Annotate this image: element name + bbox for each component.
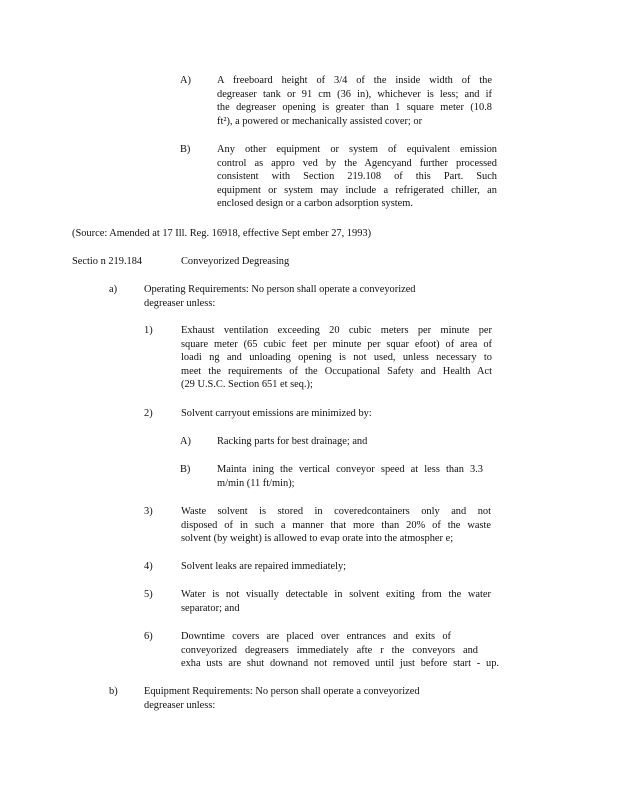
text-line: Exhaust ventilation exceeding 20 cubic meters per minute per — [181, 325, 492, 336]
text-line: Racking parts for best drainage; and — [217, 436, 368, 447]
text-line: A freeboard height of 3/4 of the inside width of the — [217, 75, 492, 86]
text-line: the degreaser opening is greater than 1 square meter (10.8 — [217, 102, 492, 114]
item-text — [144, 283, 454, 310]
item-marker: 5) — [144, 589, 153, 600]
item-text — [181, 588, 491, 615]
text-line: Downtime covers are placed over entrances and exits of — [181, 631, 451, 642]
text-line: separator; and — [181, 602, 240, 614]
section-title: Conveyorized Degreasing — [181, 256, 290, 267]
item-text — [181, 324, 492, 392]
item-marker: 1) — [144, 325, 153, 336]
item-marker: 3) — [144, 506, 153, 517]
item-text — [217, 143, 497, 211]
source-note: (Source: Amended at 17 Ill. Reg. 16918, effective Sept ember 27, 1993) — [72, 228, 372, 239]
text-line: exha usts are shut downand not removed until just before start - up. — [181, 658, 499, 670]
text-line: Operating Requirements: No person shall operate a conveyorized — [144, 284, 416, 295]
section-number: Sectio n 219.184 — [72, 256, 143, 267]
text-line: Solvent carryout emissions are minimized by: — [181, 408, 372, 419]
text-line: Water is not visually detectable in solvent exiting from the water — [181, 589, 491, 600]
text-line: Mainta ining the vertical conveyor speed at less than 3.3 — [217, 464, 483, 475]
item-marker: B) — [180, 144, 191, 155]
text-line: meet the requirements of the Occupational Safety and Health Act — [181, 365, 492, 377]
text-line: solvent (by weight) is allowed to evap orate into the atmospher e; — [181, 533, 454, 545]
item-text — [181, 407, 481, 421]
item-text — [217, 435, 487, 449]
item-marker: A) — [180, 75, 191, 86]
item-marker: 2) — [144, 408, 153, 419]
text-line: (29 U.S.C. Section 651 et seq.); — [181, 379, 313, 391]
text-line: square meter (65 cubic feet per minute per squar efoot) of area of — [181, 338, 492, 350]
item-marker: a) — [109, 284, 118, 295]
item-text — [181, 505, 491, 546]
text-line: degreaser unless: — [144, 699, 216, 711]
text-line: loadi ng and unloading opening is not used, unless necessary to — [181, 352, 492, 364]
text-line: Equipment Requirements: No person shall operate a conveyorized — [144, 686, 420, 697]
text-line: consistent with Section 219.108 of this Part. Such — [217, 171, 497, 183]
item-text — [181, 560, 481, 574]
item-marker: b) — [109, 686, 118, 697]
text-line: degreaser tank or 91 cm (36 in), whichever is less; and if — [217, 88, 492, 100]
item-text — [181, 630, 499, 671]
text-line: degreaser unless: — [144, 297, 216, 309]
item-text — [217, 74, 492, 128]
text-line: conveyorized degreasers immediately afte r the conveyors and — [181, 644, 478, 656]
text-line: control as appro ved by the Agencyand further processed — [217, 157, 497, 169]
text-line: disposed of in such a manner that more than 20% of the waste — [181, 519, 491, 531]
item-marker: A) — [180, 436, 191, 447]
text-line: m/min (11 ft/min); — [217, 477, 295, 489]
text-line: Waste solvent is stored in coveredcontainers only and not — [181, 506, 491, 517]
item-marker: B) — [180, 464, 191, 475]
text-line: Any other equipment or system of equivalent emission — [217, 144, 497, 155]
text-line: Solvent leaks are repaired immediately; — [181, 561, 347, 572]
text-line: equipment or system may include a refrigerated chiller, an — [217, 184, 497, 196]
text-line: enclosed design or a carbon adsorption system. — [217, 198, 413, 210]
item-text — [144, 685, 454, 712]
item-text — [217, 463, 483, 490]
text-line: ft²), a powered or mechanically assisted cover; or — [217, 115, 423, 127]
item-marker: 6) — [144, 631, 153, 642]
item-marker: 4) — [144, 561, 153, 572]
